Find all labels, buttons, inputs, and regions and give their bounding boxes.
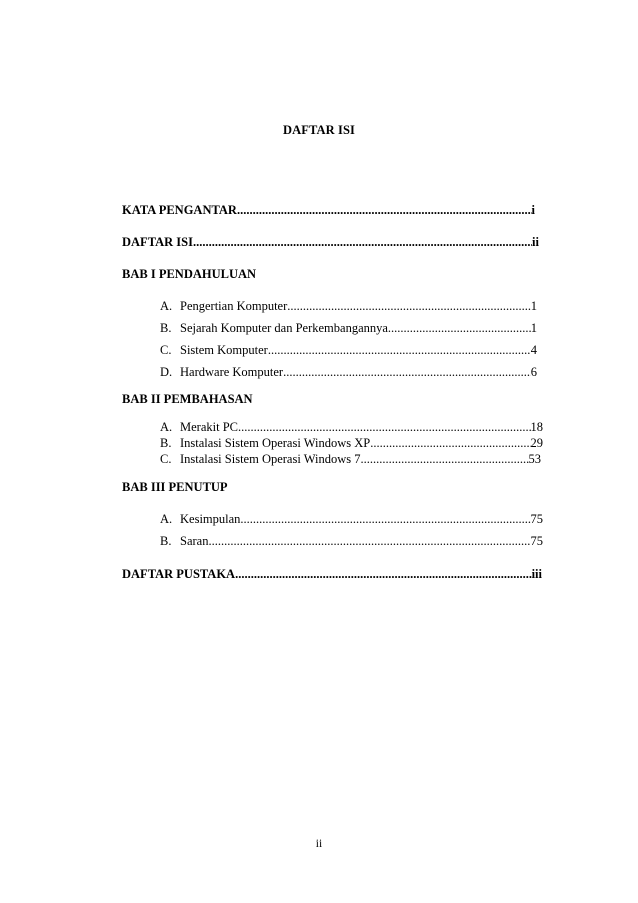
toc-leader-dots bbox=[193, 234, 532, 250]
toc-page-number: i bbox=[531, 203, 535, 217]
toc-leader-dots bbox=[287, 298, 530, 314]
toc-leader-dots bbox=[238, 419, 531, 435]
toc-leader-dots bbox=[268, 342, 531, 358]
toc-page-number: 6 bbox=[530, 365, 537, 379]
toc-page-number: 18 bbox=[530, 420, 543, 434]
toc-item-label: Instalasi Sistem Operasi Windows 7 bbox=[180, 452, 361, 466]
toc-item-saran[interactable] bbox=[160, 533, 543, 549]
toc-page-number: 1 bbox=[530, 321, 537, 335]
page-number: ii bbox=[315, 838, 323, 850]
toc-item-letter: A. bbox=[160, 420, 173, 434]
toc-page-number: 1 bbox=[530, 299, 537, 313]
toc-page-number: 75 bbox=[530, 534, 543, 548]
toc-item-letter: C. bbox=[160, 452, 172, 466]
toc-page-number: 53 bbox=[528, 452, 541, 466]
toc-item-label: Saran bbox=[180, 534, 209, 548]
toc-page-number: 75 bbox=[530, 512, 543, 526]
page-title: DAFTAR ISI bbox=[283, 123, 355, 137]
chapter-heading-bab-1[interactable]: BAB I PENDAHULUAN bbox=[122, 267, 257, 281]
chapter-heading-bab-3[interactable]: BAB III PENUTUP bbox=[122, 480, 228, 494]
toc-leader-dots bbox=[361, 451, 529, 467]
toc-item-letter: D. bbox=[160, 365, 173, 379]
toc-entry-label: DAFTAR PUSTAKA bbox=[122, 567, 236, 581]
toc-item-letter: A. bbox=[160, 299, 173, 313]
toc-item-letter: A. bbox=[160, 512, 173, 526]
toc-item-hardware-komputer[interactable] bbox=[160, 364, 537, 380]
toc-entry-daftar-pustaka[interactable] bbox=[122, 566, 542, 582]
toc-page-number: ii bbox=[532, 235, 539, 249]
toc-leader-dots bbox=[370, 435, 530, 451]
toc-leader-dots bbox=[235, 566, 531, 582]
chapter-heading-bab-2[interactable]: BAB II PEMBAHASAN bbox=[122, 392, 253, 406]
toc-page-number: iii bbox=[531, 567, 542, 581]
toc-entry-daftar-isi[interactable] bbox=[122, 234, 539, 250]
toc-item-pengertian-komputer[interactable] bbox=[160, 298, 537, 314]
toc-item-label: Sejarah Komputer dan Perkembangannya bbox=[180, 321, 388, 335]
toc-page-number: 4 bbox=[530, 343, 537, 357]
toc-item-letter: B. bbox=[160, 436, 172, 450]
toc-item-label: Sistem Komputer bbox=[180, 343, 268, 357]
toc-leader-dots bbox=[237, 202, 532, 218]
toc-leader-dots bbox=[208, 533, 530, 549]
toc-item-label: Instalasi Sistem Operasi Windows XP bbox=[180, 436, 371, 450]
toc-item-sejarah-komputer[interactable] bbox=[160, 320, 537, 336]
toc-entry-label: KATA PENGANTAR bbox=[122, 203, 237, 217]
toc-entry-label: DAFTAR ISI bbox=[122, 235, 193, 249]
toc-item-instalasi-windows-7[interactable] bbox=[160, 451, 541, 467]
toc-item-letter: B. bbox=[160, 321, 172, 335]
toc-leader-dots bbox=[283, 364, 531, 380]
toc-leader-dots bbox=[388, 320, 531, 336]
toc-leader-dots bbox=[240, 511, 530, 527]
toc-item-label: Kesimpulan bbox=[180, 512, 241, 526]
toc-item-instalasi-windows-xp[interactable] bbox=[160, 435, 543, 451]
toc-item-kesimpulan[interactable] bbox=[160, 511, 543, 527]
toc-page-number: 29 bbox=[530, 436, 543, 450]
toc-item-letter: B. bbox=[160, 534, 172, 548]
toc-item-label: Hardware Komputer bbox=[180, 365, 284, 379]
toc-item-label: Merakit PC bbox=[180, 420, 238, 434]
toc-item-sistem-komputer[interactable] bbox=[160, 342, 537, 358]
toc-item-merakit-pc[interactable] bbox=[160, 419, 543, 435]
toc-item-letter: C. bbox=[160, 343, 172, 357]
toc-item-label: Pengertian Komputer bbox=[180, 299, 288, 313]
toc-entry-kata-pengantar[interactable] bbox=[122, 202, 535, 218]
